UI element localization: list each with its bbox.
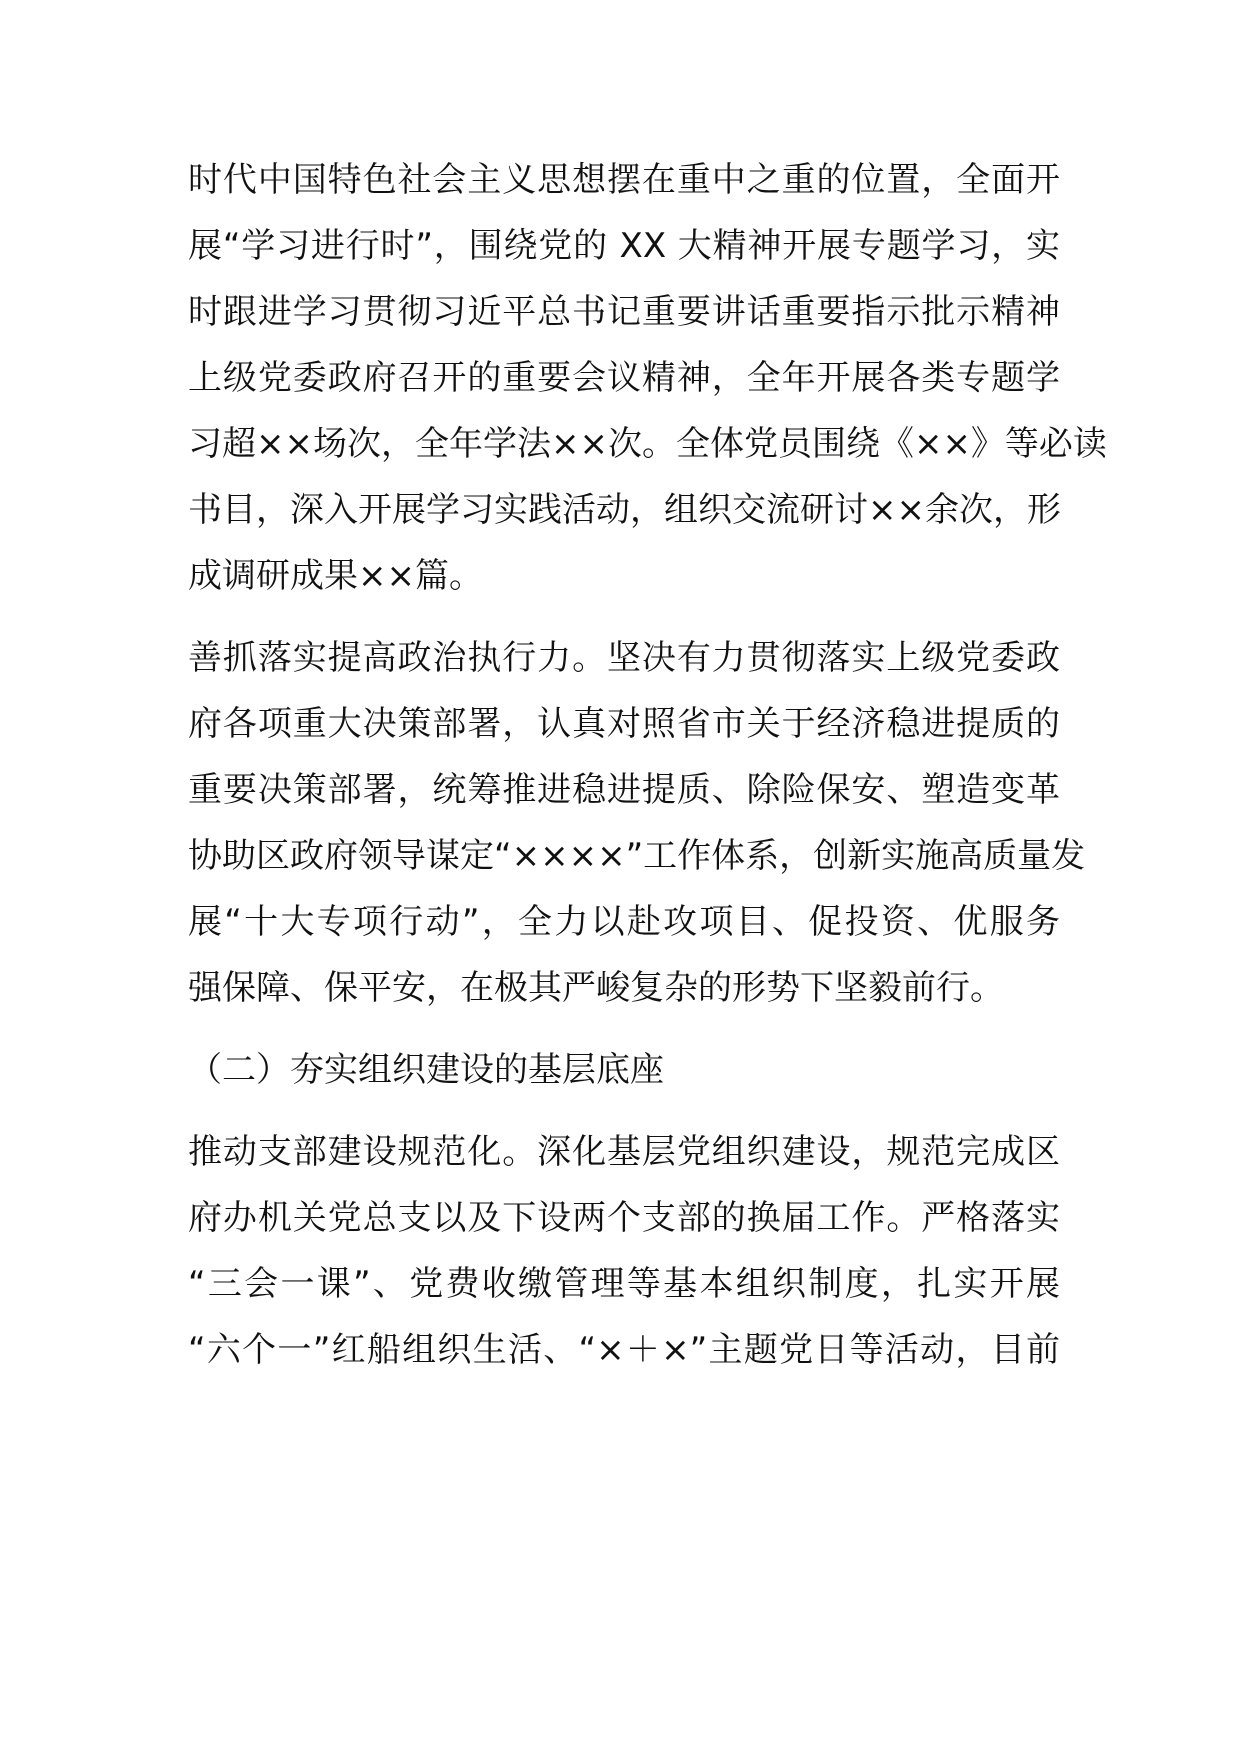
paragraph-line: 善抓落实提高政治执行力。坚决有力贯彻落实上级党委政	[188, 638, 1060, 678]
paragraph-line: “三会一课”、党费收缴管理等基本组织制度，扎实开展	[188, 1264, 1060, 1304]
paragraph-line: 推动支部建设规范化。深化基层党组织建设，规范完成区	[188, 1132, 1060, 1172]
paragraph-line: 协助区政府领导谋定“××××”工作体系，创新实施高质量发	[188, 836, 1086, 876]
paragraph-line: 时代中国特色社会主义思想摆在重中之重的位置，全面开	[188, 160, 1060, 200]
paragraph-line: 府各项重大决策部署，认真对照省市关于经济稳进提质的	[188, 704, 1060, 744]
paragraph-line: 重要决策部署，统筹推进稳进提质、除险保安、塑造变革	[188, 770, 1060, 810]
paragraph-line: 成调研成果××篇。	[188, 556, 483, 596]
section-heading: （二）夯实组织建设的基层底座	[188, 1050, 664, 1090]
paragraph-line: 展“十大专项行动”，全力以赴攻项目、促投资、优服务	[188, 902, 1060, 942]
paragraph-line: 书目，深入开展学习实践活动，组织交流研讨××余次，形	[188, 490, 1061, 530]
paragraph-line: 上级党委政府召开的重要会议精神，全年开展各类专题学	[188, 358, 1060, 398]
paragraph-line: 时跟进学习贯彻习近平总书记重要讲话重要指示批示精神	[188, 292, 1060, 332]
paragraph-line: 强保障、保平安，在极其严峻复杂的形势下坚毅前行。	[188, 968, 1004, 1008]
paragraph-line: 府办机关党总支以及下设两个支部的换届工作。严格落实	[188, 1198, 1060, 1238]
paragraph-line: 展“学习进行时”，围绕党的 XX 大精神开展专题学习，实	[188, 226, 1060, 266]
paragraph-line: “六个一”红船组织生活、“×＋×”主题党日等活动，目前	[188, 1330, 1060, 1370]
paragraph-line: 习超××场次，全年学法××次。全体党员围绕《××》等必读	[188, 424, 1107, 464]
